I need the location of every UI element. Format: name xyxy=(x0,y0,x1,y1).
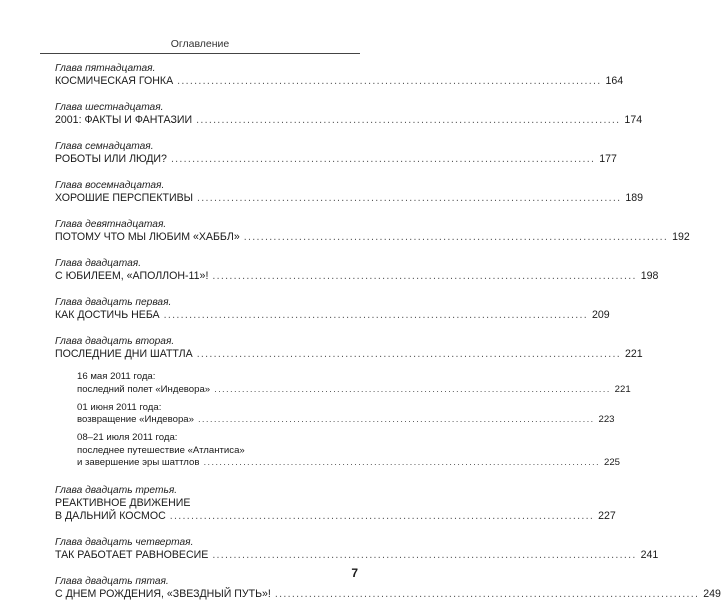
chapter-title-line: РЕАКТИВНОЕ ДВИЖЕНИЕ xyxy=(55,496,191,509)
subentry-date: 08–21 июля 2011 года: xyxy=(77,432,178,443)
chapter-title: С ДНЕМ РОЖДЕНИЯ, «ЗВЕЗДНЫЙ ПУТЬ»! xyxy=(55,588,271,600)
page-ref: 189 xyxy=(625,192,644,204)
chapter-label: Глава девятнадцатая. xyxy=(55,219,167,230)
chapter-row xyxy=(55,114,643,128)
chapter-title: РОБОТЫ ИЛИ ЛЮДИ? xyxy=(55,153,167,165)
chapter-title: В ДАЛЬНИЙ КОСМОС xyxy=(55,510,166,522)
chapter-title: ПОТОМУ ЧТО МЫ ЛЮБИМ «ХАББЛ» xyxy=(55,231,240,243)
page-ref: 209 xyxy=(591,309,610,321)
toc-entry xyxy=(55,62,624,89)
page-ref: 192 xyxy=(672,231,690,243)
subentry-title: и завершение эры шаттлов xyxy=(77,457,200,468)
chapter-row xyxy=(55,153,617,167)
toc-entry xyxy=(55,296,610,323)
subentry xyxy=(77,371,631,396)
toc-entry xyxy=(55,140,617,167)
chapter-label: Глава двадцать вторая. xyxy=(55,336,175,347)
chapter-title: С ЮБИЛЕЕМ, «АПОЛЛОН-11»! xyxy=(55,270,209,282)
dot-leader: .................................................................................................... xyxy=(197,192,622,204)
chapter-label: Глава пятнадцатая. xyxy=(55,63,156,74)
chapter-title: КОСМИЧЕСКАЯ ГОНКА xyxy=(55,75,174,87)
chapter-row xyxy=(55,348,643,362)
chapter-row xyxy=(55,549,659,563)
page-ref: 249 xyxy=(703,588,721,600)
dot-leader: .................................................................................................... xyxy=(196,114,621,126)
chapter-row xyxy=(55,510,616,524)
dot-leader: .................................................................................................... xyxy=(203,457,600,468)
dot-leader: .................................................................................................... xyxy=(214,383,611,395)
dot-leader: .................................................................................................... xyxy=(163,309,588,321)
chapter-row xyxy=(55,231,690,245)
chapter-row xyxy=(55,192,644,206)
toc-entry xyxy=(55,101,643,128)
chapter-label: Глава восемнадцатая. xyxy=(55,180,165,191)
chapter-label: Глава двадцатая. xyxy=(55,258,142,269)
table-of-contents xyxy=(55,62,721,614)
chapter-label: Глава двадцать пятая. xyxy=(55,576,169,587)
toc-entry xyxy=(55,179,644,206)
chapter-label: Глава двадцать первая. xyxy=(55,297,172,308)
chapter-title: ТАК РАБОТАЕТ РАВНОВЕСИЕ xyxy=(55,549,209,561)
page-ref: 164 xyxy=(605,75,624,87)
dot-leader: .................................................................................................... xyxy=(212,270,637,282)
dot-leader: .................................................................................................... xyxy=(212,549,637,561)
toc-entry xyxy=(55,218,690,245)
chapter-row xyxy=(55,270,659,284)
subentry-date: 16 мая 2011 года: xyxy=(77,371,156,382)
page-ref: 174 xyxy=(624,114,643,126)
subentry xyxy=(77,432,620,470)
page-ref: 177 xyxy=(599,153,617,165)
dot-leader: .................................................................................................... xyxy=(196,348,622,360)
subentry-title-line: последнее путешествие «Атлантиса» xyxy=(77,444,245,456)
chapter-label: Глава двадцать третья. xyxy=(55,484,178,496)
dot-leader: .................................................................................................... xyxy=(243,231,669,243)
running-header: Оглавление xyxy=(170,38,230,50)
subentry xyxy=(77,401,615,427)
chapter-label: Глава шестнадцатая. xyxy=(55,102,164,113)
toc-entry xyxy=(55,575,721,602)
chapter-row xyxy=(55,75,624,89)
subentry-row xyxy=(77,457,620,470)
subentry-title: возвращение «Индевора» xyxy=(77,414,194,425)
toc-entry xyxy=(55,484,616,524)
subentry-title: последний полет «Индевора» xyxy=(77,383,211,395)
chapter-row xyxy=(55,309,610,323)
subentry-row xyxy=(77,414,615,427)
chapter-label: Глава семнадцатая. xyxy=(55,141,154,152)
toc-entry xyxy=(55,257,659,284)
dot-leader: .................................................................................................... xyxy=(170,153,596,165)
dot-leader: .................................................................................................... xyxy=(177,75,602,87)
dot-leader: .................................................................................................... xyxy=(169,510,595,522)
chapter-title: ХОРОШИЕ ПЕРСПЕКТИВЫ xyxy=(55,192,194,204)
toc-entry xyxy=(55,536,659,563)
chapter-row xyxy=(55,588,721,602)
chapter-title: ПОСЛЕДНИЕ ДНИ ШАТТЛА xyxy=(55,348,193,360)
chapter-title: КАК ДОСТИЧЬ НЕБА xyxy=(55,309,160,321)
page-ref: 198 xyxy=(640,270,659,282)
page-ref: 241 xyxy=(640,549,659,561)
page-ref: 223 xyxy=(598,414,615,425)
subentry-row xyxy=(77,383,631,397)
chapter-title: 2001: ФАКТЫ И ФАНТАЗИИ xyxy=(55,114,193,126)
dot-leader: .................................................................................................... xyxy=(274,588,700,600)
header-rule xyxy=(40,53,360,54)
page-ref: 221 xyxy=(614,383,631,395)
subentry-date: 01 июня 2011 года: xyxy=(77,401,162,413)
page-ref: 227 xyxy=(598,510,616,522)
dot-leader: .................................................................................................... xyxy=(197,414,595,425)
chapter-label: Глава двадцать четвертая. xyxy=(55,537,194,548)
page-number: 7 xyxy=(351,566,358,580)
page-ref: 221 xyxy=(625,348,643,360)
toc-entry xyxy=(55,335,643,362)
page-ref: 225 xyxy=(603,457,620,468)
